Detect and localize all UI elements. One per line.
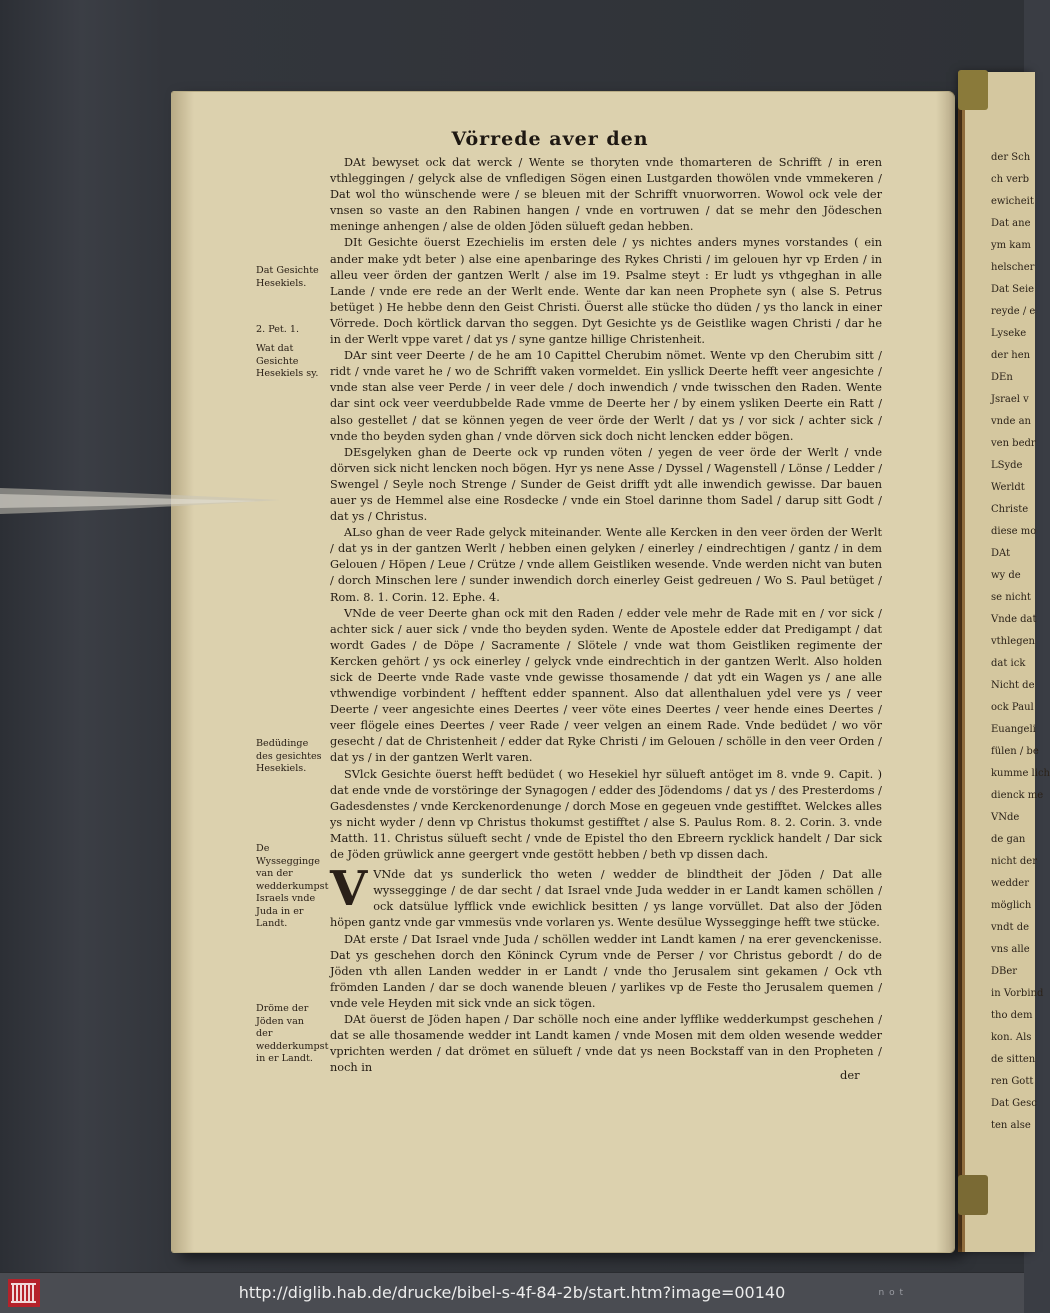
catchword: der <box>840 1068 860 1082</box>
facing-page-fragment: fülen / be <box>991 746 1039 757</box>
facing-page <box>962 72 1050 1252</box>
margin-note: 2. Pet. 1. <box>256 324 300 335</box>
facing-page-fragment: VNde <box>991 812 1020 823</box>
facing-page-fragment: ym kam <box>991 240 1031 251</box>
facing-page-fragment: de gan <box>991 834 1026 845</box>
facing-page-fragment: Euangeli <box>991 724 1036 735</box>
paragraph: DAr sint veer Deerte / de he am 10 Capittel Cherubim nömet. Wente vp den Cherubim sitt / ridt / vnde varet he / wo de Schrifft vaken vormeldet. Ein ysllick Deerte hefft veer angesichte / vnde stan alse veer Perde / in veer dele / doch inwendich / vnde twisschen den Raden. Wente dar sint ock veer veerdubbelde Rade vmme de Deerte her / by einem ysliken Deerte ein Ratt / also gestellet / dat se können yegen de veer örde der Werlt / dat ys / vor sick / achter sick / vnde tho beyden syden ghan / vnde dörven sick doch nicht lencken edder bögen. <box>330 349 882 443</box>
facing-page-fragment: ock Paul <box>991 702 1034 713</box>
facing-page-fragment: dienck me <box>991 790 1044 801</box>
facing-page-fragment: Dat ane <box>991 218 1031 229</box>
facing-page-fragment: Dat Gesc <box>991 1098 1037 1109</box>
facing-page-fragment: Dat Seie <box>991 284 1035 295</box>
facing-page-fragment: Werldt <box>991 482 1025 493</box>
drop-capital: V <box>330 861 368 918</box>
facing-page-fragment: diese mo <box>991 526 1037 537</box>
facing-page-fragment: Lyseke <box>991 328 1027 339</box>
margin-note: Wat dat Gesichte Hesekiels sy. <box>256 343 319 379</box>
facing-page-fragment: in Vorbind <box>991 988 1044 999</box>
paragraph: DAt erste / Dat Israel vnde Juda / schöllen wedder int Landt kamen / na erer gevenckenisse. Dat ys geschehen dorch den Köninck Cyrum vnde de Perser / vor Christus gebordt / do de Jöden vth allen Landen wedder in er Landt / vnde tho Jerusalem sint gekamen / Ock vth frömden Landen / dar se doch wanende bleuen / yarlikes vp de Feste tho Jerusalem quemen / vnde vele Heyden mit sick vnde an sick tögen. <box>330 932 882 1010</box>
facing-page-fragment: DAt <box>991 548 1011 559</box>
paragraph: DAt öuerst de Jöden hapen / Dar schölle noch eine ander lyfflike wedderkumpst geschehen / dat se alle thosamende wedder int Landt kamen / vnde Mosen mit dem olden wesende wedder vprichten werden / dat drömet en sülueft / vnde dat ys neen Bockstaff van in den Propheten / noch in <box>330 1012 882 1075</box>
facing-page-fragment: wy de <box>991 570 1021 581</box>
facing-page-fragment: kumme lich <box>991 768 1050 779</box>
margin-note: Dat Gesichte Hesekiels. <box>256 265 319 289</box>
facing-page-fragment: wedder <box>991 878 1029 889</box>
facing-page-fragment: vthlegen <box>991 636 1035 647</box>
paragraph: VNde de veer Deerte ghan ock mit den Raden / edder vele mehr de Rade mit en / vor sick / achter sick / auer sick / vnde tho beyden syden. Wente de Apostele edder dat Predigampt / dat wordt Gades / de Döpe / Sacramente / Slötele / vnde wat thom Geistliken regimente der Kercken gehört / ys ock einerley / gelyck vnde eindrechtich in der gantzen Werlt. Also holden sick de Deerte vnde Rade vaste vnde gewisse thosamende / dat ydt ein Wagen ys / ane alle vthwendige vorbindent / hefftent edder spannent. Also dat allenthaluen ydel vere ys / veer Deerte / veer angesichte eines Deertes / veer vöte eines Deertes / veer hende eines Deertes / veer flögele eines Deertes / veer Rade / veer velgen an einem Rade. Vnde bedüdet / wo vör gesecht / dat de Christenheit / edder dat Ryke Christi / im Gelouen / schölle in den veer Orden / dat ys / in der gantzen Werlt varen. <box>330 606 882 765</box>
facing-page-fragment: ten alse <box>991 1120 1031 1131</box>
margin-note: Bedüdinge des gesichtes Hesekiels. <box>256 738 322 774</box>
facing-page-fragment: tho dem <box>991 1010 1033 1021</box>
paragraph: DIt Gesichte öuerst Ezechielis im ersten dele / ys nichtes anders mynes vorstandes ( ein ander make ydt beter ) alse eine apenbaringe des Rykes Christi / im gelouen hyr vp Erden / in alleu veer örden der gantzen Werlt / alse im 19. Psalme steyt : Er ludt ys vthgeghan in alle Lande / vnde ere rede an der Werlt ende. Wente dar kan neen Prophete syn ( alse S. Petrus betüget ) He hebbe denn den Geist Christi. Öuerst alle stücke tho düden / ys tho lanck in einer Vörrede. Doch körtlick darvan tho seggen. Dyt Gesichte ys de Geistlike wagen Christi / dar he in der Werlt vppe varet / dat ys / syne gantze hillige Christenheit. <box>330 236 882 347</box>
paragraph-dropcap <box>330 861 882 931</box>
page-clip <box>958 70 988 110</box>
paragraph: DEsgelyken ghan de Deerte ock vp runden vöten / yegen de veer örde der Werlt / vnde dörven sick nicht lencken noch bögen. Hyr ys nene Asse / Dyssel / Wagenstell / Lönse / Ledder / Swengel / Seyle noch Strenge / Sunder de Geist drifft ydt alle inwendich gewisse. Dar bauen auer ys de Hemmel alse eine Rosdecke / vnde ein Stoel darinne thom Sadel / darup sitt Godt / dat ys / Christus. <box>330 445 882 524</box>
facing-page-fragment: der hen <box>991 350 1031 361</box>
facing-page-fragment: reyde / e <box>991 306 1036 317</box>
facing-page-fragment: nicht der <box>991 856 1037 867</box>
facing-page-fragment: ch verb <box>991 174 1029 185</box>
paragraph: SVlck Gesichte öuerst hefft bedüdet ( wo Hesekiel hyr sülueft antöget im 8. vnde 9. Capit. ) dat ende vnde de vorstöringe der Synagogen / edder des Jödendoms / dat ys / des Presterdoms / Gadesdenstes / vnde Kerckenordenunge / dorch Mose en gegeuen vnde gestifftet. Welckes alles ys nicht wyder / denn vp Christus thokumst gestifftet / alse S. Paulus Rom. 8. 2. Corin. 3. vnde Matth. 11. Christus sülueft secht / vnde de Epistel tho den Ebreern rycklick handelt / Dar sick de Jöden grüwlick anne geergert vnde gestött hebben / beth vp dissen dach. <box>330 767 882 862</box>
page-url[interactable]: http://diglib.hab.de/drucke/bibel-s-4f-84-2b/start.htm?image=00140 <box>238 1283 786 1302</box>
facing-page-fragment: dat ick <box>991 658 1026 669</box>
paragraph-text: VNde dat ys sunderlick tho weten / wedder de blindtheit der Jöden / Dat alle wyssegginge / de dar secht / dat Israel vnde Juda wedder in er Landt kamen schöllen / ock datsülue lyfflick vnde ewichlick besitten / ys lange vorvüllet. Dat also der Jöden höpen gantz vnde gar vmmesüs vnde vorlaren ys. Wente desülue Wyssegginge hefft twe stücke. <box>330 868 882 930</box>
facing-page-fragment: vnde an <box>991 416 1031 427</box>
facing-page-fragment: se nicht <box>991 592 1031 603</box>
facing-page-fragment: ewicheit <box>991 196 1034 207</box>
facing-page-fragment: kon. Als <box>991 1032 1032 1043</box>
facing-page-fragment: Nicht de <box>991 680 1035 691</box>
paragraph: ALso ghan de veer Rade gelyck miteinander. Wente alle Kercken in den veer örden der Werlt / dat ys in der gantzen Werlt / hebben einen gelyken / einerley / eindrechtigen / gantz / in dem Gelouen / Höpen / Leue / Crütze / vnde allem Geistliken wesende. Vnde werden nicht van buten / dorch Minschen lere / sunder inwendich dorch einerley Geist gedreuen / Wo S. Paul betüget / Rom. 8. 1. Corin. 12. Ephe. 4. <box>330 526 882 604</box>
facing-page-fragment: ren Gott <box>991 1076 1034 1087</box>
facing-page-fragment: helscher <box>991 262 1035 273</box>
facing-page-fragment: möglich <box>991 900 1032 911</box>
facing-page-fragment: DEn <box>991 372 1013 383</box>
paragraph: DAt bewyset ock dat werck / Wente se thoryten vnde thomarteren de Schrifft / in eren vthleggingen / gelyck alse de vnfledigen Sögen einen Lustgarden thowölen vnde vmmekeren / Dat wol tho wünschende were / se bleuen mit der Schrifft vnuorworren. Wowol ock vele der vnsen so vaste an den Rabinen hangen / vnde en vortruwen / dat se mehr den Jödeschen meninge anhengen / alse de olden Jöden sülueft gedan hebben. <box>330 156 882 234</box>
running-head: Vörrede aver den <box>451 128 649 150</box>
facing-page-fragment: der Sch <box>991 152 1031 163</box>
margin-note: De Wyssegginge van der wedderkumpst Israels vnde Juda in er Landt. <box>256 843 329 929</box>
facing-page-fragment: Christe <box>991 504 1029 515</box>
facing-page-fragment: Vnde dat <box>991 614 1037 625</box>
viewer-footer <box>0 1272 1024 1313</box>
footer-mark: n o t <box>878 1288 904 1298</box>
facing-page-fragment: LSyde <box>991 460 1023 471</box>
margin-note: Dröme der Jöden van der wedderkumpst in er Landt. <box>256 1003 329 1064</box>
facing-page-fragment: ven bedr <box>991 438 1036 449</box>
page-clip-lower <box>958 1175 988 1215</box>
facing-page-fragment: de sitten <box>991 1054 1036 1065</box>
facing-page-fragment: vndt de <box>991 922 1030 933</box>
facing-page-fragment: DBer <box>991 966 1018 977</box>
facing-page-fragment: vns alle <box>991 944 1030 955</box>
page-weight-shadow <box>0 470 300 530</box>
text-column <box>330 155 882 1076</box>
facing-page-fragment: Jsrael v <box>991 394 1029 405</box>
